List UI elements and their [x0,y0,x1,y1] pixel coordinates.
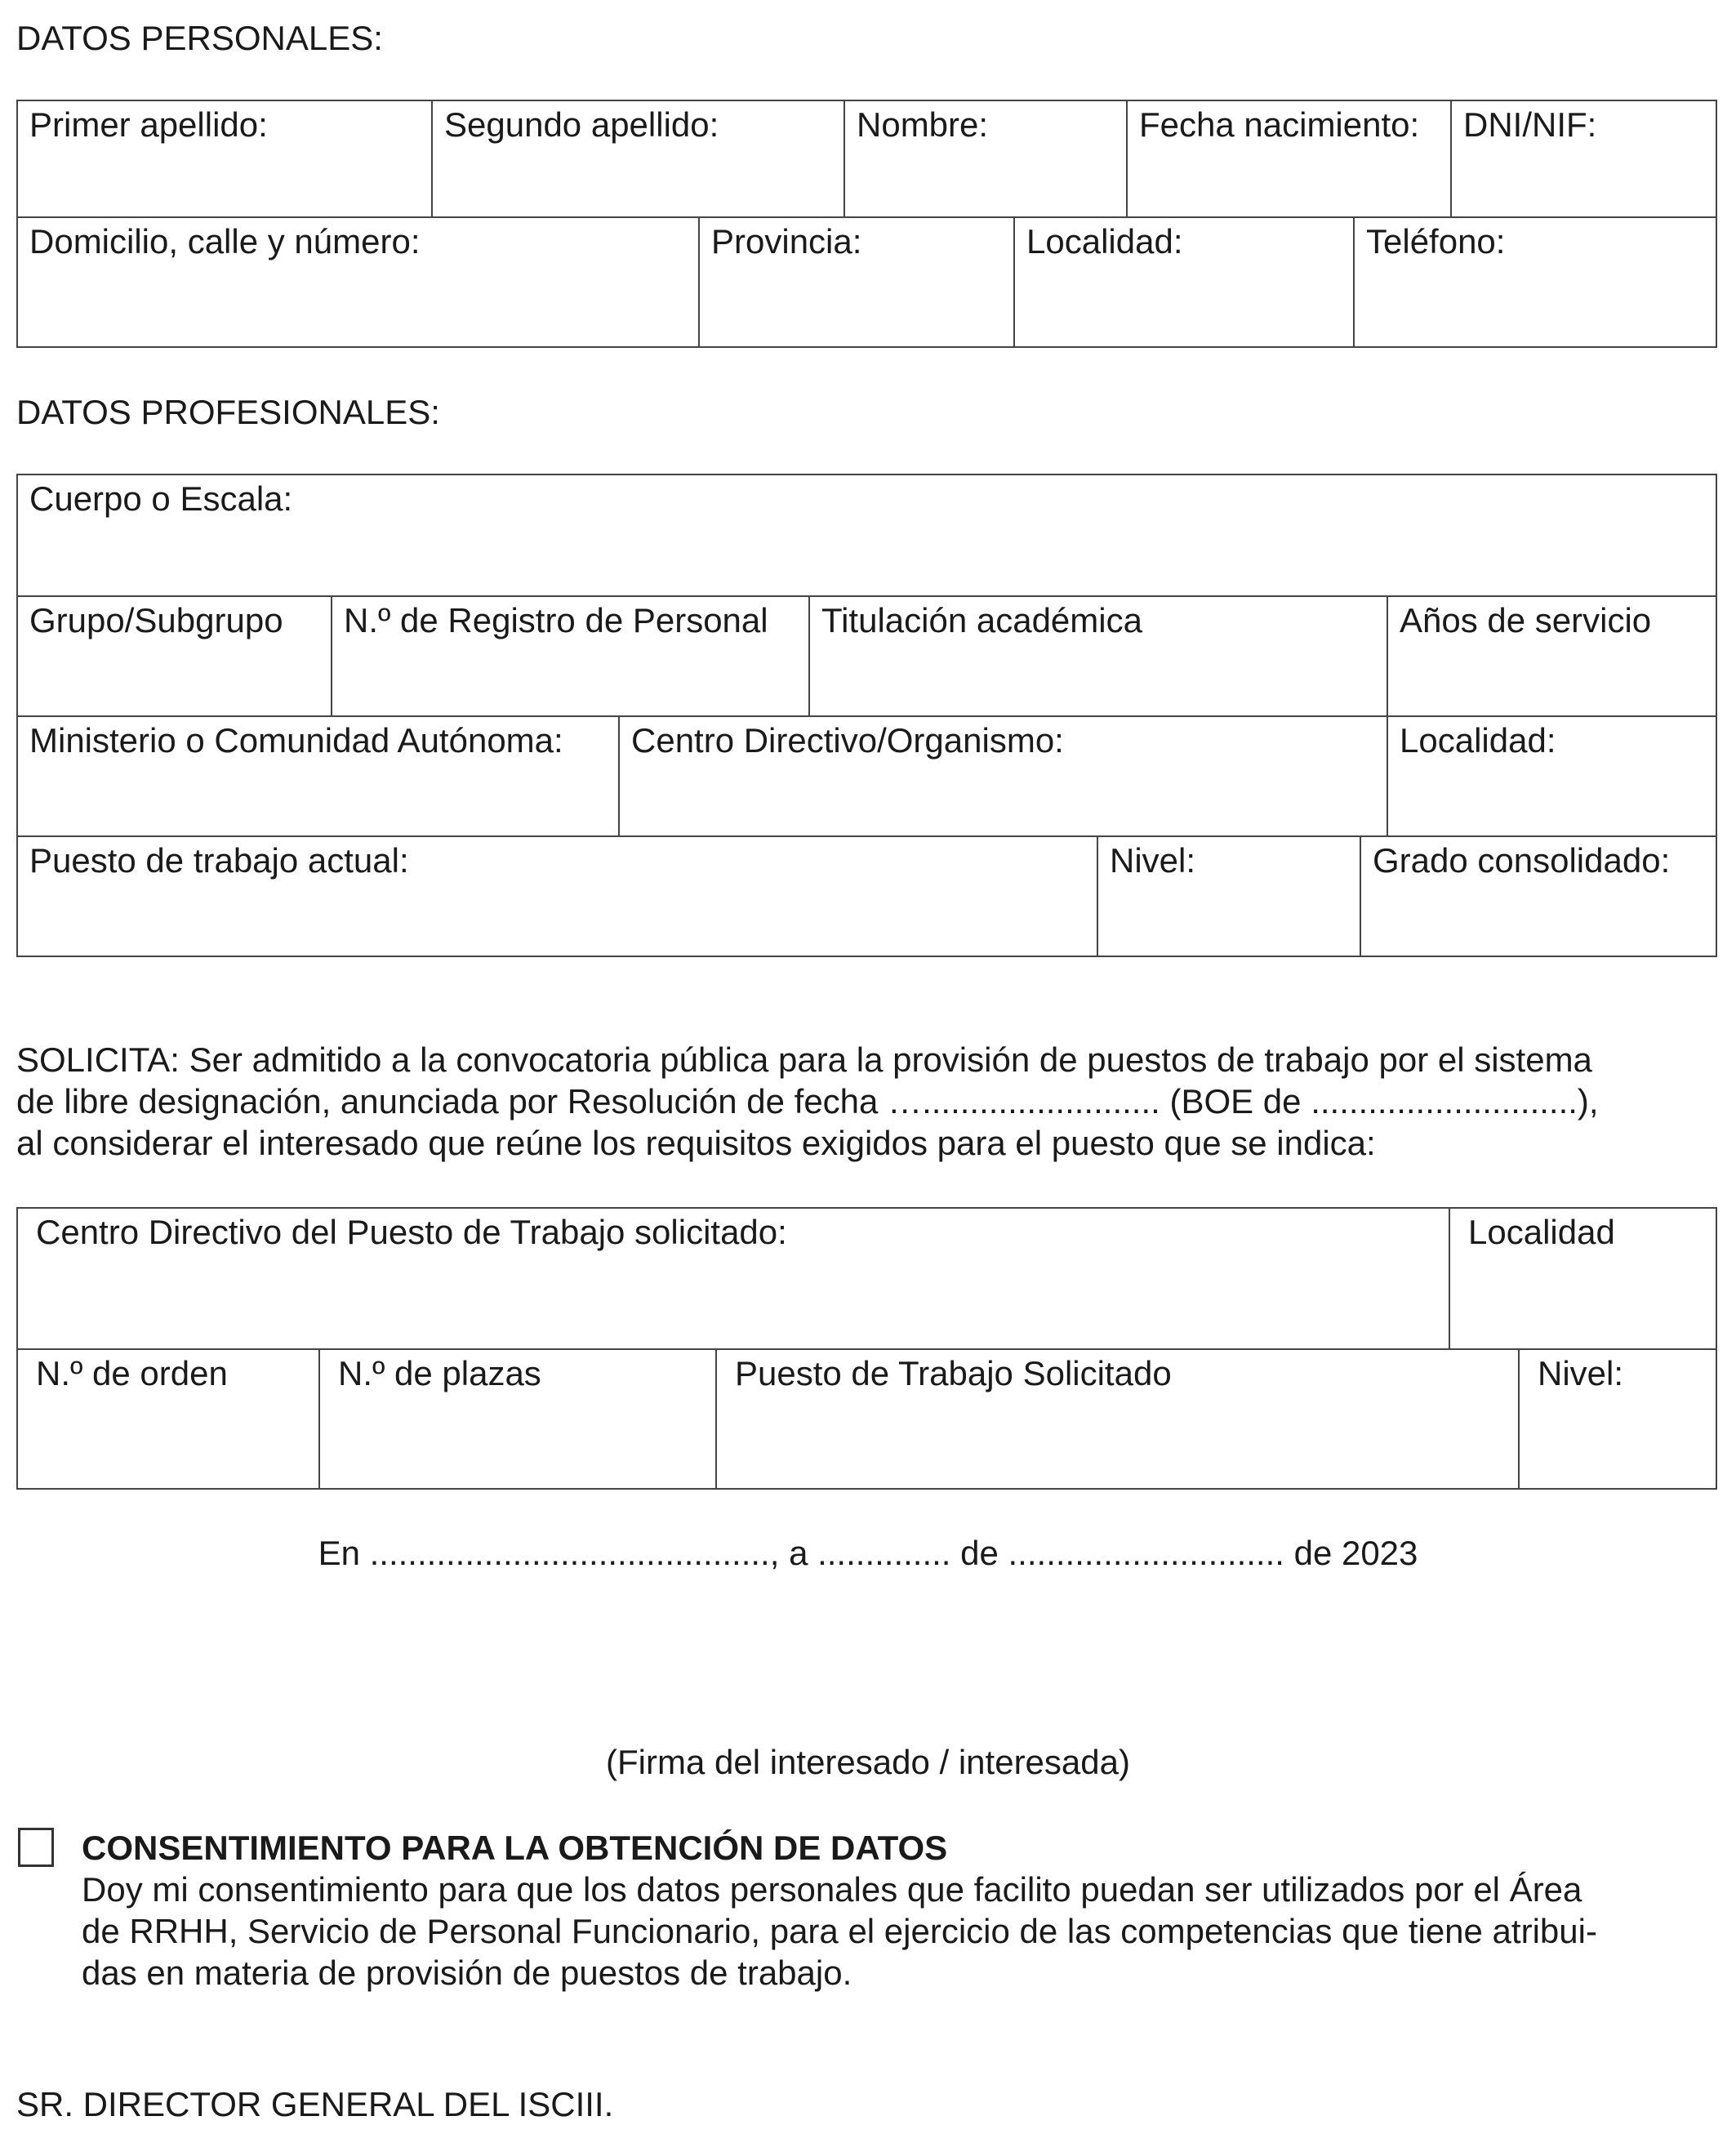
signature-label: (Firma del interesado / interesada) [606,1743,1130,1781]
personal-row-2 [18,216,1716,346]
personal-data-table [16,100,1717,348]
request-line: de libre designación, anunciada por Resolución de fecha …......................... (BOE de ............................), [16,1082,1599,1120]
professional-row-2 [18,595,1716,715]
personal-row-1 [18,101,1716,216]
first-surname-field[interactable]: Primer apellido: [29,105,268,144]
province-field[interactable]: Provincia: [698,218,1013,346]
requested-level-field[interactable]: Nivel: [1518,1350,1716,1488]
corps-scale-field[interactable]: Cuerpo o Escala: [29,479,293,518]
requested-center-field[interactable]: Centro Directivo del Puesto de Trabajo solicitado: [36,1213,787,1251]
academic-degree-field[interactable]: Titulación académica [808,597,1387,715]
requested-locality-field[interactable]: Localidad [1449,1209,1716,1348]
requested-position-table [16,1207,1717,1490]
professional-row-3 [18,715,1716,835]
consent-title: CONSENTIMIENTO PARA LA OBTENCIÓN DE DATOS [82,1829,948,1867]
consent-checkbox[interactable] [18,1828,54,1867]
current-job-field[interactable]: Puesto de trabajo actual: [29,841,409,880]
group-subgroup-field[interactable]: Grupo/Subgrupo [29,601,283,639]
consent-block [82,1827,1723,1994]
personnel-registry-number-field[interactable]: N.º de Registro de Personal [331,597,808,715]
requested-row-2 [18,1348,1716,1488]
personal-data-heading: DATOS PERSONALES: [16,19,383,57]
consent-text-line: Doy mi consentimiento para que los datos personales que facilito puedan ser utilizados por el Área [82,1870,1582,1909]
second-surname-field[interactable]: Segundo apellido: [431,101,844,216]
consent-text-line: de RRHH, Servicio de Personal Funcionario, para el ejercicio de las competencias que tiene atribui- [82,1912,1597,1950]
request-line: al considerar el interesado que reúne los requisitos exigidos para el puesto que se indica: [16,1124,1376,1162]
management-center-field[interactable]: Centro Directivo/Organismo: [618,717,1387,835]
request-paragraph [16,1039,1720,1164]
ministry-field[interactable]: Ministerio o Comunidad Autónoma: [29,721,563,760]
professional-row-1 [18,475,1716,595]
birth-date-field[interactable]: Fecha nacimiento: [1126,101,1450,216]
professional-row-4 [18,835,1716,956]
place-date-line: En .........................................., a .............. de ............................. de 2023 [318,1534,1418,1572]
number-of-posts-field[interactable]: N.º de plazas [318,1350,715,1488]
consent-text-line: das en materia de provisión de puestos de trabajo. [82,1954,852,1992]
professional-data-table [16,474,1717,957]
consolidated-grade-field[interactable]: Grado consolidado: [1360,837,1716,956]
years-of-service-field[interactable]: Años de servicio [1387,597,1716,715]
professional-locality-field[interactable]: Localidad: [1387,717,1716,835]
order-number-field[interactable]: N.º de orden [36,1354,228,1392]
requested-row-1 [18,1209,1716,1348]
requested-job-field[interactable]: Puesto de Trabajo Solicitado [715,1350,1518,1488]
locality-field[interactable]: Localidad: [1013,218,1353,346]
dni-nif-field[interactable]: DNI/NIF: [1450,101,1716,216]
professional-data-heading: DATOS PROFESIONALES: [16,393,440,431]
address-field[interactable]: Domicilio, calle y número: [29,222,421,261]
name-field[interactable]: Nombre: [844,101,1126,216]
request-line: SOLICITA: Ser admitido a la convocatoria pública para la provisión de puestos de trabajo por el sistema [16,1040,1592,1079]
addressee: SR. DIRECTOR GENERAL DEL ISCIII. [16,2085,614,2123]
phone-field[interactable]: Teléfono: [1353,218,1716,346]
current-level-field[interactable]: Nivel: [1097,837,1360,956]
